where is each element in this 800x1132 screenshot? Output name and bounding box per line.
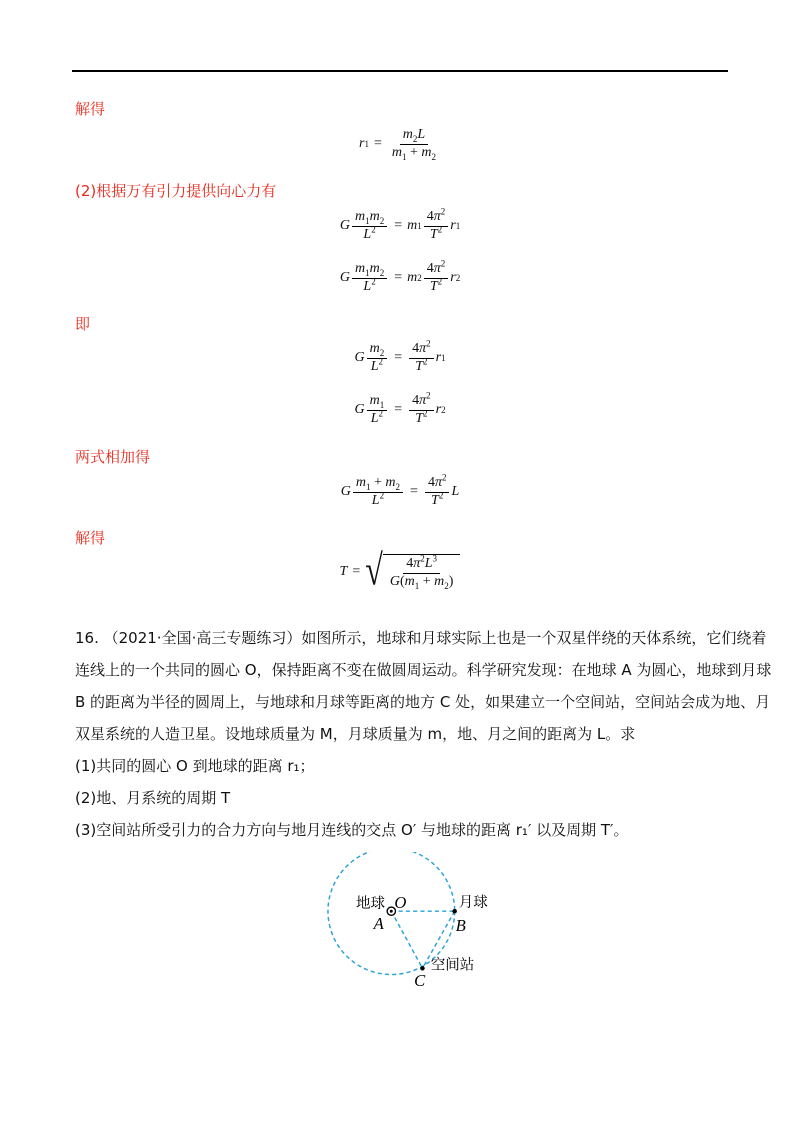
label-part-2: (2)根据万有引力提供向心力有 — [75, 182, 277, 200]
earth-moon-diagram — [315, 852, 505, 987]
equation-simplified-1: G $\frac{m_2}{L^2}$ = $\frac{4\pi^2}{T^2}$ r 1 — [354, 338, 446, 374]
header-rule — [72, 70, 728, 72]
label-O: O — [394, 893, 407, 913]
label-B: B — [455, 915, 466, 935]
question-2: (2)地、月系统的周期 T — [75, 789, 231, 807]
problem-line-4: 双星系统的人造卫星。设地球质量为 M，月球质量为 m，地、月之间的距离为 L。求 — [75, 725, 636, 743]
problem-line-1: 16. （2021·全国·高三专题练习）如图所示，地球和月球实际上也是一个双星伴绕的天体系统，它们绕着 — [75, 629, 767, 647]
equation-force-2: G $\frac{m_1m_2}{L^2}$ = m 2 $\frac{4\pi^2}{T^2}$ r 2 — [339, 258, 461, 294]
problem-line-2: 连线上的一个共同的圆心 O，保持距离不变在做圆周运动。科学研究发现：在地球 A 为圆心，地球到月球 — [75, 661, 772, 679]
label-earth: 地球 — [356, 896, 386, 913]
equation-simplified-2: G $\frac{m_1}{L^2}$ = $\frac{4\pi^2}{T^2}$ r 2 — [354, 390, 446, 426]
moon-point — [452, 909, 457, 914]
question-3: (3)空间站所受引力的合力方向与地月连线的交点 O′ 与地球的距离 r₁′ 以及周期 T′。 — [75, 821, 629, 839]
equation-sum: G $\frac{m_1 + m_2}{L^2}$ = $\frac{4\pi^2}{T^2}$ L — [340, 472, 460, 508]
label-sum: 两式相加得 — [75, 448, 151, 466]
equation-force-1: G $\frac{m_1m_2}{L^2}$ = m 1 $\frac{4\pi^2}{T^2}$ r 1 — [339, 206, 461, 242]
station-point — [420, 966, 425, 971]
equation-r1: r 1 = $\frac{m_2L}{m_1 + m_2}$ — [358, 127, 436, 162]
equation-period: T = √ $\frac{4\pi^2L^3}{G(m_1 + m_2)}$ — [0, 554, 800, 589]
label-solve-1: 解得 — [75, 100, 106, 118]
label-C: C — [414, 970, 426, 987]
line-AC — [391, 911, 422, 968]
problem-line-3: B 的距离为半径的圆周上，与地球和月球等距离的地方 C 处，如果建立一个空间站，空间站会成为地、月 — [75, 693, 771, 711]
question-1: (1)共同的圆心 O 到地球的距离 r₁； — [75, 757, 315, 775]
label-moon: 月球 — [458, 895, 488, 912]
label-solve-2: 解得 — [75, 529, 106, 547]
label-ji: 即 — [75, 315, 91, 333]
label-A: A — [373, 913, 384, 933]
label-station: 空间站 — [430, 957, 475, 974]
